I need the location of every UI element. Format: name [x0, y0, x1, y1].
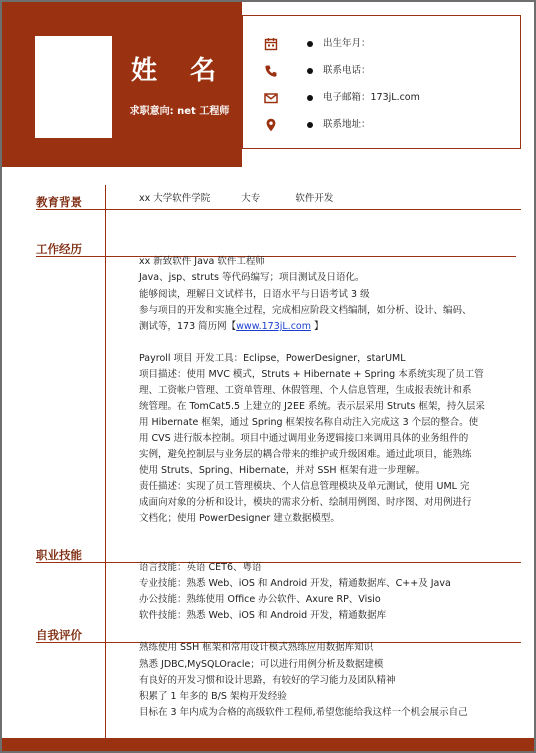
major: 软件开发: [295, 193, 334, 204]
work-line: 文档化；使用 PowerDesigner 建立数据模型。: [139, 513, 340, 524]
website-link[interactable]: www.173jL.com: [236, 321, 311, 332]
work-line: 统管理。在 TomCat5.5 上建立的 J2EE 系统。表示层采用 Struts 框架，持久层采: [139, 401, 485, 412]
photo-placeholder: [35, 36, 112, 138]
header-banner: [2, 2, 242, 167]
timeline-divider: [105, 185, 106, 738]
work-line: 参与项目的开发和实施全过程，完成相应阶段文档编制，如分析、设计、编码、: [139, 305, 472, 316]
section-title-self: 自我评价: [36, 628, 82, 642]
phone-label: 联系电话：: [323, 65, 371, 76]
work-line: xx 新致软件 Java 软件工程师: [139, 256, 265, 267]
contact-row-address: [243, 118, 513, 132]
education-row: [139, 192, 333, 205]
self-line: 有良好的开发习惯和设计思路，有较好的学习能力及团队精神: [139, 675, 396, 686]
skill-line: 专业技能：熟悉 Web、iOS 和 Android 开发，精通数据库、C++及 Java: [139, 578, 451, 589]
contact-row-birth: [243, 37, 513, 51]
degree: 大专: [241, 193, 261, 204]
bullet-dot: [307, 122, 313, 128]
work-line: 使用 Struts、Spring、Hibernate，并对 SSH 框架有进一步理解。: [139, 465, 426, 476]
job-intent: 求职意向: net 工程师: [129, 106, 230, 117]
work-line: Payroll 项目 开发工具：Eclipse，PowerDesigner，starUML: [139, 353, 406, 364]
skill-line: 语言技能：英语 CET6、粤语: [139, 562, 262, 573]
work-line: Java、jsp、struts 等代码编写；项目测试及日语化。: [139, 272, 365, 283]
self-line: 目标在 3 年内成为合格的高级软件工程师,希望您能给我这样一个机会展示自己: [139, 707, 468, 718]
work-line: 能够阅读，理解日文试样书，日语水平与日语考试 3 级: [139, 289, 370, 300]
work-line: 责任描述：实现了员工管理模块、个人信息管理模块及单元测试，使用 UML 完: [139, 481, 470, 492]
footer-bar: [2, 738, 534, 751]
section-rule-work: [36, 256, 516, 257]
contact-row-email: [243, 91, 513, 105]
work-line: 项目描述：使用 MVC 模式，Struts + Hibernate + Spring 本系统实现了员工管: [139, 369, 484, 380]
section-title-work: 工作经历: [36, 242, 82, 256]
phone-icon: [264, 64, 278, 78]
section-title-education: 教育背景: [36, 195, 82, 209]
work-line: 理、工资帐户管理、工资单管理、休假管理、个人信息管理，生成报表统计和系: [139, 385, 472, 396]
email-label: 电子邮箱：173jL.com: [323, 92, 420, 103]
section-rule-skills: [36, 562, 521, 563]
work-line-link-suffix: 】: [311, 321, 324, 332]
skill-line: 办公技能：熟练使用 Office 办公软件、Axure RP、Visio: [139, 594, 381, 605]
calendar-icon: [264, 37, 278, 51]
contact-box: [242, 15, 521, 149]
self-line: 积累了 1 年多的 B/S 架构开发经验: [139, 691, 287, 702]
work-line: 用 Hibernate 框架，通过 Spring 框架按名称自动注入完成这 3 个层的整合。使: [139, 417, 479, 428]
bullet-dot: [307, 95, 313, 101]
work-line: 用 CVS 进行版本控制。项目中通过调用业务逻辑接口来调用具体的业务组件的: [139, 433, 469, 444]
section-rule-education: [36, 209, 521, 210]
section-title-skills: 职业技能: [36, 548, 82, 562]
skill-line: 软件技能：熟悉 Web、iOS 和 Android 开发，精通数据库: [139, 610, 387, 621]
work-line-link-prefix: 测试等，173 简历网【: [139, 321, 237, 332]
work-line-link: [139, 320, 324, 333]
school-name: xx 大学软件学院: [139, 193, 211, 204]
work-line: 成面向对象的分析和设计，模块的需求分析、绘制用例图、时序图、对用例进行: [139, 497, 472, 508]
bullet-dot: [307, 41, 313, 47]
candidate-name: 姓 名: [130, 56, 229, 86]
location-icon: [264, 118, 278, 132]
contact-row-phone: [243, 64, 513, 78]
resume-page: [2, 2, 534, 751]
birth-date-label: 出生年月：: [323, 38, 371, 49]
work-line: 实例，避免控制层与业务层的耦合带来的维护或升级困难。通过此项目，能熟练: [139, 449, 472, 460]
address-label: 联系地址：: [323, 119, 371, 130]
mail-icon: [264, 91, 278, 105]
self-line: 熟练使用 SSH 框架和常用设计模式熟练应用数据库知识: [139, 642, 374, 653]
self-line: 熟悉 JDBC,MySQLOracle；可以进行用例分析及数据建模: [139, 659, 384, 670]
bullet-dot: [307, 68, 313, 74]
